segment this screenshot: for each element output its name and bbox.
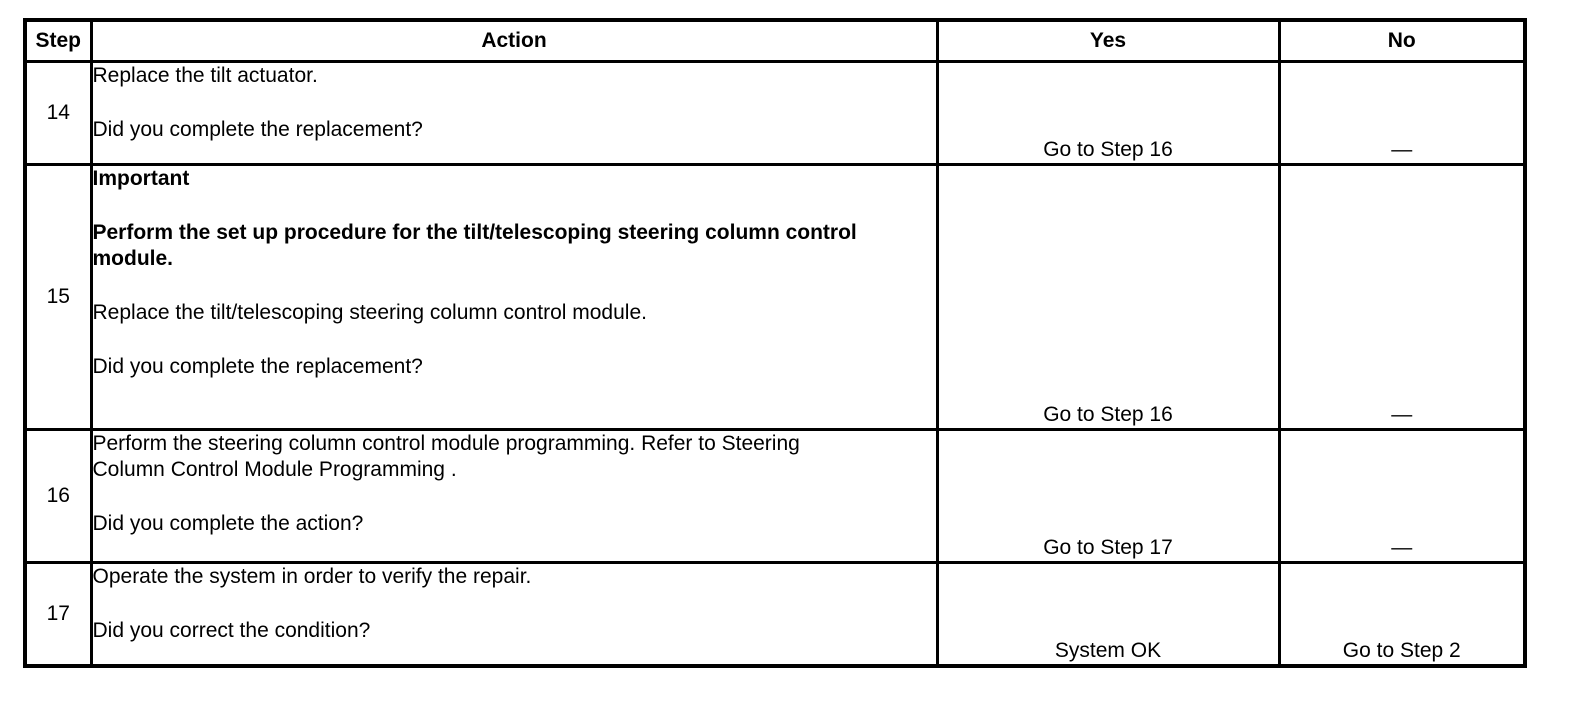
table-row [25, 563, 1525, 667]
header-no: No [1279, 20, 1525, 62]
action-question: Did you complete the replacement? [92, 118, 423, 141]
header-row [25, 20, 1525, 62]
header-yes: Yes [937, 20, 1279, 62]
step-number: 15 [25, 165, 91, 430]
yes-result: System OK [937, 563, 1279, 667]
step-number: 17 [25, 563, 91, 667]
table-row [25, 62, 1525, 165]
no-result: — [1279, 430, 1525, 563]
no-result: Go to Step 2 [1279, 563, 1525, 667]
table-row [25, 430, 1525, 563]
action-text: Replace the tilt actuator. [92, 64, 318, 87]
no-result: — [1279, 165, 1525, 430]
no-result: — [1279, 62, 1525, 165]
action-question: Did you complete the replacement? [92, 355, 423, 378]
action-cell [91, 430, 937, 563]
action-text: Operate the system in order to verify the repair. [92, 565, 532, 588]
important-label: Important [92, 167, 190, 190]
action-text: Replace the tilt/telescoping steering column control module. [92, 301, 647, 324]
action-question: Did you correct the condition? [92, 619, 371, 642]
step-number: 16 [25, 430, 91, 563]
action-question: Did you complete the action? [92, 512, 364, 535]
header-action: Action [91, 20, 937, 62]
yes-result: Go to Step 16 [937, 165, 1279, 430]
step-number: 14 [25, 62, 91, 165]
action-cell [91, 62, 937, 165]
table-row [25, 165, 1525, 430]
important-note: Perform the set up procedure for the tilt/telescoping steering column control module. [92, 221, 857, 270]
action-cell [91, 563, 937, 667]
yes-result: Go to Step 17 [937, 430, 1279, 563]
yes-result: Go to Step 16 [937, 62, 1279, 165]
action-text: Perform the steering column control module programming. Refer to Steering Column Control Module Programming . [92, 432, 800, 481]
header-step: Step [25, 20, 91, 62]
action-cell [91, 165, 937, 430]
diagnostic-steps-table [23, 18, 1527, 668]
